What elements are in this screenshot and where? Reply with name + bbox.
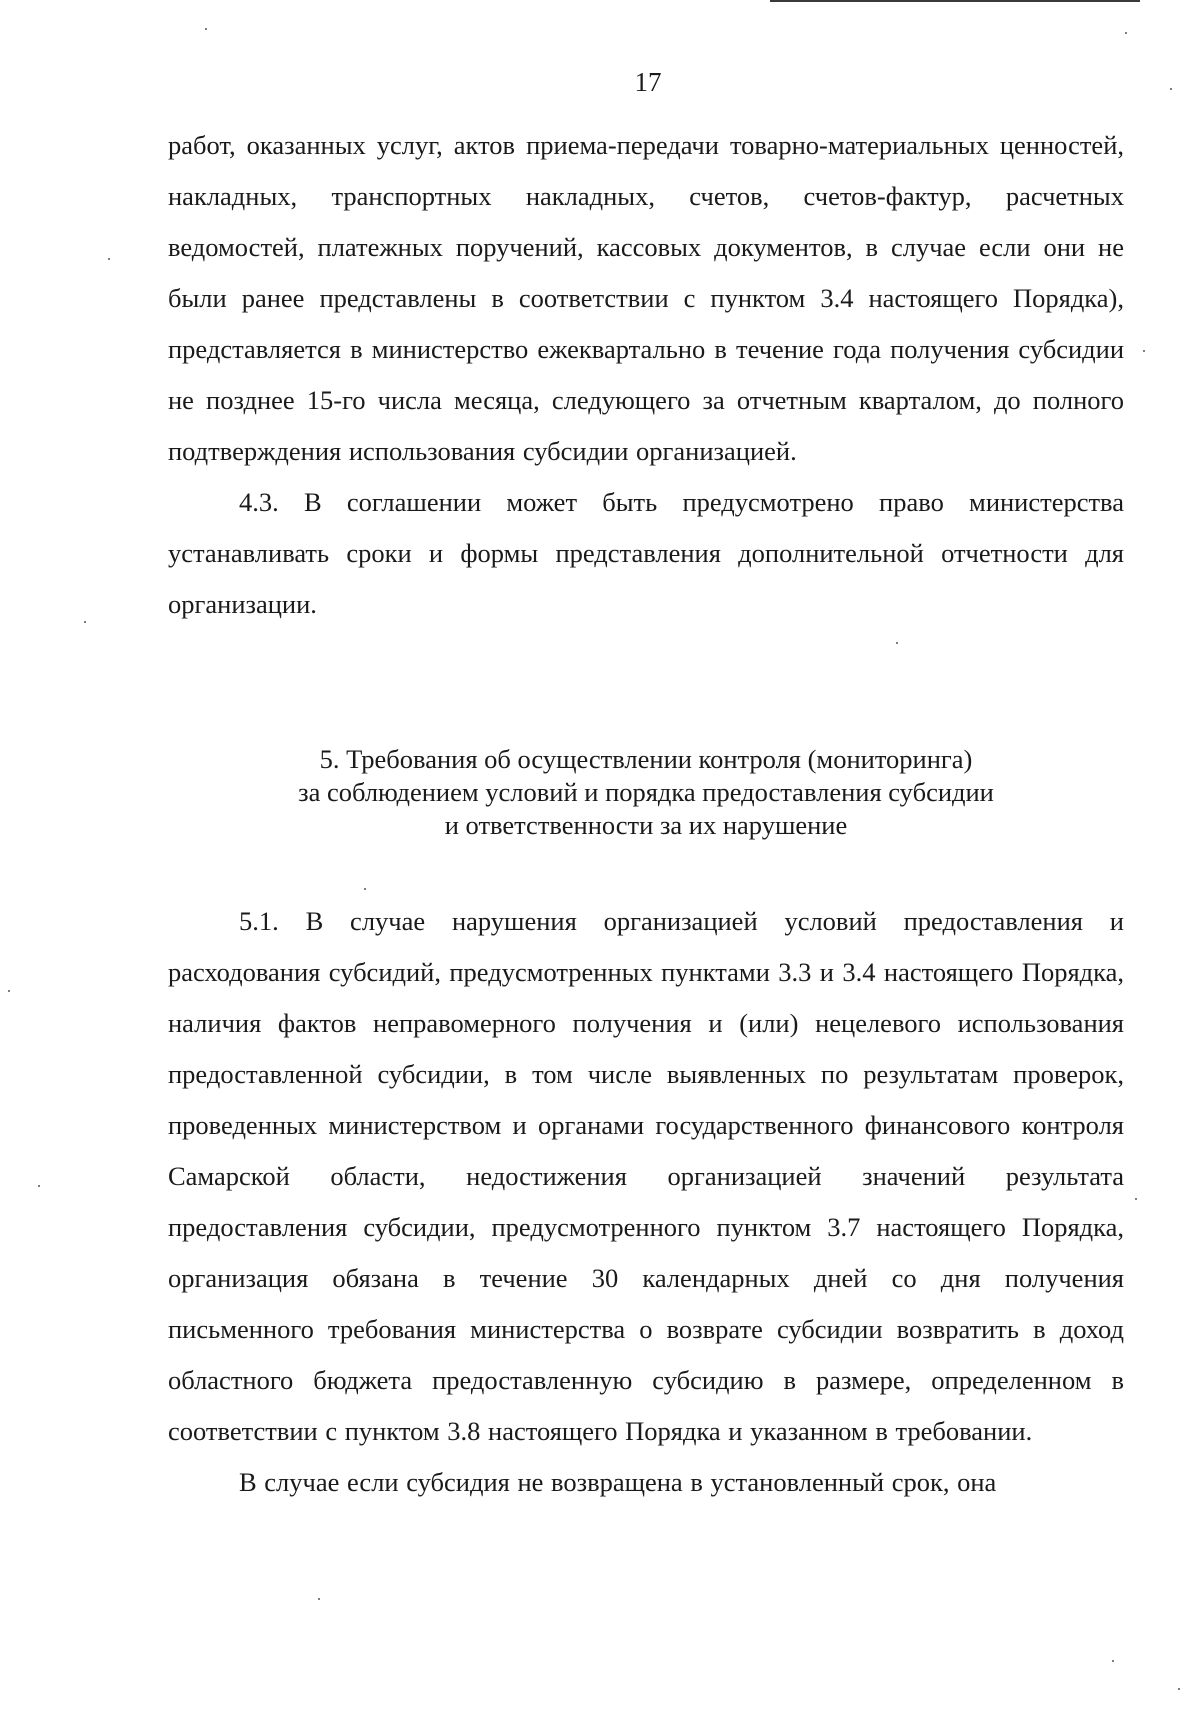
- scan-speck: [1125, 32, 1127, 34]
- paragraph-continuation: работ, оказанных услуг, актов приема-передачи товарно-материальных ценностей, накладных, транспортных накладных, счетов, счетов-фактур, расчетных ведомостей, платежных поручений, кассовых документов, в случае если они не были ранее представлены в соответствии с пунктом 3.4 настоящего Порядка), представляется в министерство ежеквартально в течение года получения субсидии не позднее 15-го числа месяца, следующего за отчетным кварталом, до полного подтверждения использования субсидии организацией.: [168, 130, 1124, 466]
- section-heading-line: 5. Требования об осуществлении контроля (мониторинга): [319, 744, 973, 774]
- scan-speck: [38, 1185, 40, 1187]
- scan-speck: [108, 258, 110, 260]
- section-5-heading: [168, 743, 1124, 842]
- scan-speck: [1112, 1660, 1114, 1662]
- scan-speck: [84, 621, 86, 623]
- text-block-section-5: [168, 896, 1124, 1508]
- paragraph-closing: В случае если субсидия не возвращена в установленный срок, она: [239, 1467, 997, 1497]
- text-block-top: [168, 120, 1124, 630]
- scan-speck: [8, 990, 10, 992]
- paragraph-4-3: 4.3. В соглашении может быть предусмотрено право министерства устанавливать сроки и формы представления дополнительной отчетности для организации.: [168, 487, 1124, 619]
- scan-speck: [1135, 1198, 1137, 1200]
- scan-speck: [318, 1598, 320, 1600]
- scan-speck: [205, 28, 207, 30]
- scan-top-rule: [770, 0, 1140, 2]
- scan-speck: [896, 642, 898, 644]
- scan-speck: [364, 888, 366, 890]
- scan-speck: [1170, 88, 1172, 90]
- section-heading-line: за соблюдением условий и порядка предоставления субсидии: [298, 777, 994, 807]
- page-number: 17: [634, 67, 662, 97]
- section-heading-line: и ответственности за их нарушение: [444, 810, 848, 840]
- scan-speck: [1178, 1688, 1180, 1690]
- scan-speck: [1143, 350, 1145, 352]
- paragraph-5-1: 5.1. В случае нарушения организацией условий предоставления и расходования субсидий, предусмотренных пунктами 3.3 и 3.4 настоящего Порядка, наличия фактов неправомерного получения и (или) нецелевого использования предоставленной субсидии, в том числе выявленных по результатам проверок, проведенных министерством и органами государственного финансового контроля Самарской области, недостижения организацией значений результата предоставления субсидии, предусмотренного пунктом 3.7 настоящего Порядка, организация обязана в течение 30 календарных дней со дня получения письменного требования министерства о возврате субсидии возвратить в доход областного бюджета предоставленную субсидию в размере, определенном в соответствии с пунктом 3.8 настоящего Порядка и указанном в требовании.: [168, 906, 1124, 1446]
